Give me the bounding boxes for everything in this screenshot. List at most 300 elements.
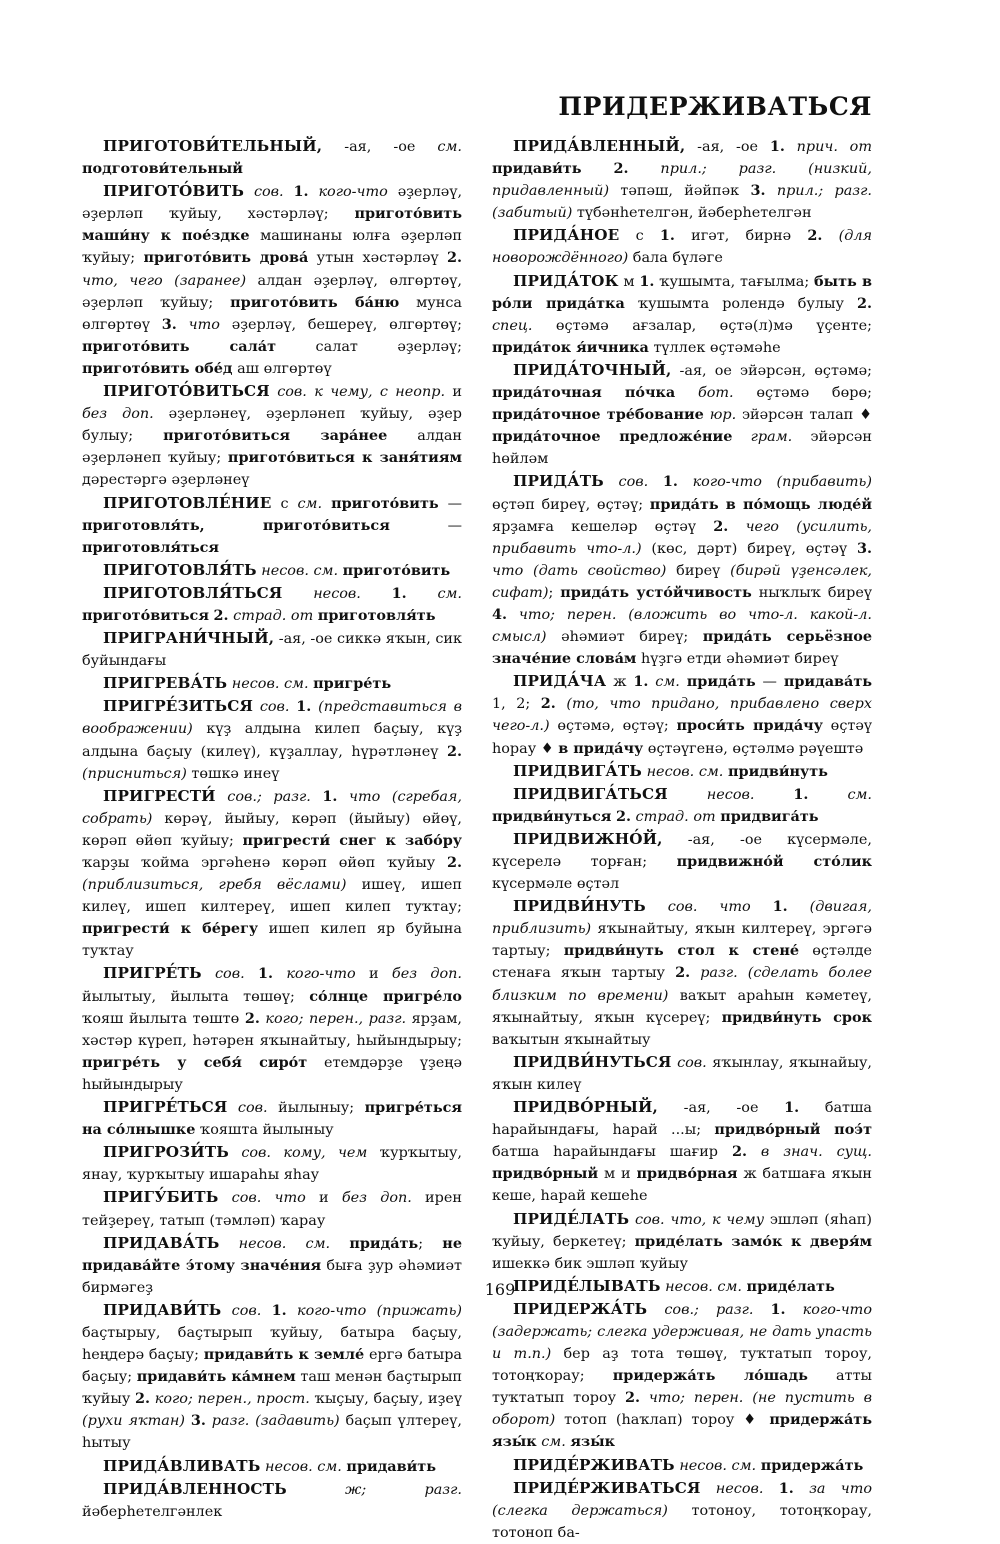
dictionary-entry (82, 559, 462, 582)
gloss-text (221, 1303, 231, 1319)
gloss-text: ҡарҙы ҡойма эргәһенә көрәп өйөп ҡуйыу (82, 855, 447, 871)
headword: ПРИДА́ТОЧНЫЙ, (513, 360, 672, 379)
gloss-text (701, 1481, 716, 1497)
gloss-text: яҡынайтыу, яҡын килтереү, эргәгә тартыу; (492, 921, 872, 960)
headword: ПРИДА́ВЛИВАТЬ (103, 1456, 261, 1475)
gloss-text: тотоноу, тотоңҡорау, тотоноп ба- (492, 1502, 873, 1541)
headword: ПРИДЕ́РЖИВАТЬ (513, 1455, 675, 1474)
italic-label: (рухи яҡтан) (82, 1413, 185, 1430)
bold-phrase: пригото́вить маши́ну к пое́здке (82, 205, 462, 245)
italic-label: разг. (сделать более близким по времени) (492, 965, 872, 1004)
dictionary-entry (492, 1477, 872, 1544)
bold-phrase: со́лнце пригре́ло (309, 987, 463, 1005)
dictionary-entry (492, 670, 872, 759)
italic-label: (двигая, приблизить) (492, 899, 872, 938)
gloss-text: өҫтәмә, өҫтәү; (549, 718, 677, 735)
gloss-text (732, 429, 750, 445)
gloss-text: атты туҡтатып тороу (492, 1368, 873, 1407)
gloss-text: салат әҙерләү; (276, 338, 463, 355)
gloss-text: яҡынлау, яҡынайыу, яҡын килеү (492, 1054, 872, 1093)
bold-phrase: прида́ть (349, 1234, 419, 1252)
gloss-text (361, 586, 392, 602)
bold-phrase: 1. (778, 1479, 794, 1497)
bold-phrase: пригото́вить (331, 494, 439, 512)
italic-label: кого-что (прибавить) (692, 474, 872, 491)
bold-phrase: 2. (624, 1389, 640, 1407)
headword: ПРИДЕ́ЛАТЬ (513, 1209, 630, 1228)
gloss-text: — (389, 517, 462, 534)
dictionary-entry (492, 470, 872, 670)
italic-label: ж; разг. (345, 1481, 462, 1498)
gloss-text: ҡыҫыу, баҫыу, иҙеү (309, 1391, 463, 1408)
italic-label: бот. (697, 385, 734, 402)
headword: ПРИГУ́БИТЬ (103, 1188, 219, 1207)
gloss-text (785, 139, 797, 155)
italic-label: (то, что придано, прибавлено сверх чего-л.) (492, 696, 872, 735)
italic-label: кого-что (задержать; слегка удерживая, не дать упасть и т.п.) (492, 1301, 872, 1363)
gloss-text (507, 607, 519, 623)
italic-label: что (сгребая, собрать) (82, 788, 463, 827)
gloss-text: ҡурҡытыу, янау, ҡурҡытыу ишараһы яһау (82, 1145, 463, 1184)
gloss-text (229, 1145, 241, 1161)
bold-phrase: 1. (659, 227, 675, 245)
bold-phrase: прида́точное тре́бование (492, 406, 704, 424)
dictionary-entry (82, 1141, 462, 1186)
gloss-text: әҙерләнеү, әҙерләнеп ҡуйыу, әҙер булыу; (82, 406, 462, 445)
headword: ПРИДАВА́ТЬ (103, 1233, 220, 1252)
gloss-text (216, 789, 228, 805)
italic-label: (присниться) (82, 765, 187, 782)
headword: ПРИГРОЗИ́ТЬ (103, 1143, 229, 1162)
gloss-text (253, 699, 260, 715)
gloss-text: ваҡыт араһын кәметеү, яҡынайтыу, яҡын күсереү; (492, 987, 872, 1026)
headword: ПРИДА́ВЛЕННЫЙ, (513, 137, 686, 155)
italic-label: см. (847, 786, 873, 803)
gloss-text: и (355, 966, 392, 983)
headword: ПРИГРЕВА́ТЬ (103, 674, 228, 693)
gloss-text: әҙерләү, бешереү, өлгөртөү; (219, 316, 462, 333)
bold-phrase: пригрести́ к бе́регу (82, 920, 259, 938)
bold-phrase: 2. (213, 606, 229, 624)
italic-label: разг. (задавить) (211, 1413, 340, 1430)
headword: ПРИДА́НОЕ (513, 226, 620, 245)
gloss-text: с (280, 495, 289, 512)
italic-label: что, чего (заранее) (82, 272, 247, 289)
gloss-text (177, 317, 189, 333)
gloss-text (680, 674, 687, 690)
gloss-text (786, 1302, 803, 1318)
dictionary-entry (82, 1186, 462, 1231)
gloss-text: әһәмиәт биреү; (546, 629, 703, 646)
bold-phrase: 1. (296, 698, 312, 716)
gloss-text: йәберһетелгәнлек (82, 1503, 223, 1520)
gloss-text: таш менән баҫтырып ҡуйыу (82, 1369, 462, 1408)
italic-label: прил.; разг. (забитый) (492, 183, 872, 222)
gloss-text (330, 1236, 349, 1252)
bold-phrase: 2. (613, 160, 629, 178)
italic-label: (бирәй үҙенсәлек, сифат) (492, 562, 873, 601)
bold-phrase: 3. (161, 315, 177, 333)
bold-phrase: пригото́виться зара́нее (163, 427, 388, 445)
dictionary-entry (492, 783, 872, 828)
headword: ПРИДВИЖНО́Й, (513, 829, 663, 848)
italic-label: кого-что (прижать) (297, 1302, 463, 1319)
italic-label: без доп. (391, 966, 463, 983)
gloss-text: м (623, 273, 635, 290)
gloss-text: ҡушымта ролендә булыу (624, 295, 857, 312)
gloss-text: дәрестәргә әҙерләнеү (82, 472, 250, 489)
gloss-text (646, 899, 668, 915)
dictionary-entry (492, 1298, 872, 1454)
headword: ПРИДАВИ́ТЬ (103, 1300, 222, 1319)
gloss-text: быға ҙур әһәмиәт бирмәгеҙ (82, 1257, 462, 1296)
headword: ПРИДА́ЧА (513, 672, 607, 691)
gloss-text: ; (418, 1235, 443, 1252)
gloss-text (765, 183, 776, 199)
gloss-text: -ая, -ое сиккә яҡын, сик буйындағы (82, 631, 462, 670)
gloss-text (282, 586, 313, 602)
dictionary-entry (492, 828, 872, 895)
bold-phrase: 1. (633, 673, 649, 691)
bold-phrase: 1. (257, 965, 274, 983)
bold-phrase: 2. (731, 1143, 747, 1161)
headword: ПРИДЕ́РЖИВАТЬСЯ (513, 1478, 701, 1497)
bold-phrase: 2. (446, 249, 462, 267)
gloss-text (582, 161, 614, 177)
bold-phrase: 4. (492, 605, 508, 623)
bold-phrase: не придава́йте э́тому значе́ния (82, 1234, 462, 1274)
bold-phrase: 1. (322, 787, 338, 805)
dictionary-entry (492, 1096, 872, 1207)
italic-label: сов. что, к чему (634, 1211, 765, 1228)
dictionary-entry (82, 627, 462, 672)
italic-label: без доп. (341, 1190, 412, 1207)
italic-label: что (188, 316, 220, 333)
bold-phrase: придви́нуться (492, 807, 612, 825)
gloss-text: ергә батыра баҫыу; (82, 1347, 462, 1386)
gloss-text: м (604, 1166, 616, 1183)
gloss-text (728, 519, 745, 535)
gloss-text: ваҡытын яҡынайтыу (492, 1031, 651, 1048)
gloss-text: биреү (666, 562, 731, 579)
headword: ПРИГОТО́ВИТЬСЯ (103, 382, 270, 401)
dictionary-entry (82, 962, 462, 1096)
italic-label: грам. (750, 429, 793, 446)
bold-phrase: приготовля́ть (317, 606, 436, 624)
italic-label: что; перен. (вложить во что-л. какой-л. смысл) (492, 606, 873, 646)
italic-label: кого; перен., прост. (154, 1391, 310, 1408)
gloss-text: эйәрсән талап ♦ (736, 407, 872, 424)
bold-phrase: 2. (807, 227, 823, 245)
bold-phrase: придержа́ть (760, 1456, 864, 1474)
gloss-text: бала бүләге (628, 250, 723, 267)
gloss-text: тәпәш, йәйпәк (609, 183, 751, 200)
gloss-text: батша һарайындағы, һарай ...ы; (492, 1100, 872, 1139)
bold-phrase: пригото́вить дрова́ (143, 249, 309, 267)
italic-label: (для новорождённого) (492, 228, 873, 267)
gloss-text: утын хәстәрләү (308, 250, 447, 267)
bold-phrase: 2. (540, 695, 556, 713)
gloss-text: мунса өлгөртөү (82, 294, 463, 333)
gloss-text (604, 474, 619, 490)
dictionary-entry (492, 1454, 872, 1477)
bold-phrase: 1. (391, 584, 407, 602)
bold-phrase: придво́рная (636, 1165, 738, 1183)
gloss-text: ишеп килеп яр буйына туҡтау (82, 921, 462, 960)
gloss-text: батшаға яҡын кеше, һарай кешеһе (492, 1166, 872, 1205)
dictionary-entry (492, 760, 872, 783)
gloss-text: һүҙгә етди әһәмиәт биреү (636, 651, 839, 668)
gloss-text: ; (548, 584, 561, 601)
headword: ПРИДВИ́НУТЬ (513, 897, 646, 916)
italic-label: сов. к чему, с неопр. (277, 384, 446, 401)
headword: ПРИДА́ТЬ (513, 472, 604, 491)
gloss-text: и (445, 384, 462, 401)
gloss-text: эшләп (яһап) ҡуйыу, беркетеү; (492, 1211, 872, 1250)
italic-label: прич. от (796, 139, 872, 155)
dictionary-entry (492, 224, 872, 269)
italic-label: несов. см. (231, 676, 309, 693)
gloss-text: түбәнһетелгән, йәберһетелгән (572, 205, 812, 222)
bold-phrase: прида́ть (686, 673, 756, 691)
headword: ПРИДЕ́ЛЫВАТЬ (513, 1276, 661, 1295)
bold-phrase: 2. (135, 1390, 151, 1408)
gloss-text: ирен тейҙереү, татып (тәмләп) ҡарау (82, 1190, 462, 1229)
gloss-text: өҫтәлде стенаға яҡын тартыу (492, 943, 872, 982)
bold-phrase: придви́нуть срок (721, 1008, 872, 1026)
gloss-text (640, 1390, 649, 1406)
italic-label: (приблизиться, гребя вёслами) (82, 877, 347, 894)
gloss-text (322, 496, 331, 512)
gloss-text: ярҙам, хәстәр күреп, һәтәрен яҡынайтыу, һыйындырыу; (82, 1010, 462, 1049)
headword: ПРИДВИГА́ТЬ (513, 761, 642, 780)
gloss-text (407, 586, 438, 602)
gloss-text (219, 1236, 238, 1252)
gloss-text (678, 474, 693, 490)
gloss-text (287, 1482, 345, 1498)
gloss-text (311, 789, 323, 805)
gloss-text: алдан әҙерләү, өлгөртөү, әҙерләп ҡуйыу; (82, 272, 462, 311)
italic-label: чего (усилить, прибавить что-л.) (492, 518, 872, 557)
headword: ПРИГОТОВИ́ТЕЛЬНЫЙ, (103, 137, 323, 155)
headword: ПРИГОТОВЛЕ́НИЕ (103, 493, 272, 512)
bold-phrase: приде́лать замо́к к дверя́м (634, 1232, 872, 1250)
gloss-text: өҫтәмә ағзалар, өҫтә(л)мә үҫенте; (532, 317, 872, 334)
gloss-text: -ая, -ое (322, 139, 438, 155)
left-column (82, 135, 462, 1523)
gloss-text: өҫтәүгенә, өҫтәлмә рәүештә (643, 740, 864, 757)
gloss-text: машинаны юлға әҙерләп ҡуйыу; (82, 228, 463, 267)
bold-phrase: придержа́ть язы́к (492, 1411, 872, 1451)
italic-label: юр. (709, 407, 737, 424)
italic-label: несов. (715, 1480, 764, 1497)
bold-phrase: придви́нуть стол к стене́ (563, 942, 800, 960)
bold-phrase: 2. (713, 517, 729, 535)
headword: ПРИГОТОВЛЯ́ТЬСЯ (103, 583, 283, 602)
bold-phrase: пригото́вить обе́д (82, 359, 233, 377)
bold-phrase: 2. (675, 964, 691, 982)
italic-label: несов. см. (646, 763, 724, 780)
gloss-text: күҙ алдына килеп баҫыу, күҙ алдына баҫыу (килеү), күҙаллау, һүрәтләнеү (82, 721, 462, 760)
gloss-text: -ая, -ое (658, 1100, 785, 1117)
gloss-text: ж (613, 674, 627, 691)
italic-label: несов. (313, 585, 361, 602)
italic-label: сов. (237, 1100, 268, 1117)
gloss-text (273, 966, 286, 982)
gloss-text (794, 1481, 809, 1497)
bold-phrase: 2. (244, 1009, 260, 1027)
bold-phrase: язы́к (570, 1433, 616, 1451)
italic-label: страд. от (635, 808, 716, 825)
dictionary-entry (82, 785, 462, 963)
bold-phrase: 3. (856, 539, 872, 557)
bold-phrase: прида́ть усто́йчивость (560, 583, 752, 601)
bold-phrase: придави́ть (346, 1457, 436, 1475)
gloss-text (753, 1302, 770, 1318)
gloss-text: әҙерләү, әҙерләп ҡуйыу, хәстәрләү; (82, 184, 463, 223)
bold-phrase: проси́ть прида́чу (676, 717, 823, 735)
dictionary-entry (82, 380, 462, 491)
bold-phrase: 1. (271, 1301, 287, 1319)
italic-label: в знач. сущ. (760, 1144, 872, 1161)
bold-phrase: пригрести́ снег к забо́ру (242, 831, 462, 849)
italic-label: что; перен. (не пустить в оборот) (492, 1390, 872, 1429)
bold-phrase: прида́ть в по́мощь люде́й (649, 495, 872, 513)
italic-label: сов. (259, 699, 290, 716)
gloss-text (751, 899, 773, 915)
bold-phrase: придво́рный (492, 1165, 599, 1183)
bold-phrase: приде́лать (746, 1277, 835, 1295)
dictionary-entry (492, 270, 872, 359)
bold-phrase: придава́ть (783, 673, 873, 691)
gloss-text: аш өлгөртөү (232, 360, 332, 377)
gloss-text: -ая, ое эйәрсән, өҫтәмә; (671, 362, 872, 379)
gloss-text: ишеккә бик эшләп ҡуйыу (492, 1255, 688, 1272)
running-head: ПРИДЕРЖИВАТЬСЯ (558, 92, 872, 121)
gloss-text (822, 228, 838, 244)
headword: ПРИГРЕ́ТЬСЯ (103, 1098, 228, 1117)
gloss-text: өҫтәү һорау ♦ (492, 718, 873, 757)
bold-phrase: быть в ро́ли прида́тка (492, 272, 872, 312)
gloss-text (309, 184, 319, 200)
italic-label: см. (437, 585, 463, 602)
dictionary-entry (82, 672, 462, 695)
italic-label: спец. (492, 317, 533, 334)
gloss-text (763, 1481, 778, 1497)
gloss-text: с (635, 228, 644, 245)
gloss-text: эйәрсән һөйләм (492, 429, 873, 468)
gloss-text: ж (743, 1166, 757, 1183)
dictionary-entry (82, 582, 462, 627)
bold-phrase: в прида́чу (558, 739, 644, 757)
gloss-text: (көс, дәрт) биреү, өҫтәү (641, 540, 857, 557)
italic-label: несов. см. (265, 1458, 342, 1475)
gloss-text: батша һарайындағы шағир (492, 1144, 732, 1161)
gloss-text: ишеү, ишеп килеү, ишеп килтереү, ишеп килеп туҡтау; (82, 877, 463, 916)
dictionary-entry (492, 359, 872, 470)
dictionary-entry (82, 135, 462, 180)
gloss-text: алдан әҙерләнеп ҡуйыу; (82, 428, 463, 467)
italic-label: кого-что (286, 966, 356, 983)
italic-label: несов. см. (679, 1457, 757, 1474)
bold-phrase: подготови́тельный (82, 160, 243, 178)
gloss-text (289, 496, 298, 512)
bold-phrase: 1. (793, 785, 809, 803)
gloss-text: ныҡлыҡ биреү (751, 584, 872, 601)
gloss-text: төшкә инеү (186, 765, 280, 782)
gloss-text: бер аҙ тота төшөү, туҡтатып тороу, тотоңҡорау; (492, 1346, 872, 1385)
gloss-text (227, 1100, 238, 1116)
gloss-text (337, 789, 349, 805)
gloss-text (644, 228, 660, 244)
bold-phrase: придви́нуть (727, 762, 828, 780)
italic-label: кого; перен., разг. (265, 1010, 407, 1027)
gloss-text: 1, 2; (492, 696, 541, 713)
right-column (492, 135, 872, 1544)
gloss-text: йылыныу; (267, 1100, 365, 1117)
gloss-text (648, 474, 663, 490)
bold-phrase: пригото́вить сала́т (82, 337, 277, 355)
gloss-text (218, 1190, 231, 1206)
gloss-text: — (755, 674, 784, 691)
gloss-text (556, 696, 567, 712)
italic-label: сов. что (231, 1190, 306, 1207)
gloss-text: йылытыу, йылыта төшөү; (82, 988, 310, 1005)
bold-phrase: пригото́виться (82, 606, 209, 624)
italic-label: прил.; разг. (низкий, придавленный) (492, 161, 872, 200)
italic-label: см. (297, 495, 323, 512)
italic-label: несов. (706, 786, 755, 803)
bold-phrase: 1. (769, 138, 785, 155)
italic-label: несов. см. (665, 1278, 742, 1295)
bold-phrase: пригре́ть у себя́ сиро́т (82, 1053, 308, 1071)
dictionary-entry (82, 1478, 462, 1523)
headword: ПРИДА́ТОК (513, 271, 619, 290)
gloss-text: и (305, 1190, 342, 1207)
gloss-text: и (615, 1166, 637, 1183)
bold-phrase: пригре́ться на со́лнышке (82, 1099, 462, 1139)
bold-phrase: прида́ть серьёзное значе́ние слова́м (492, 628, 872, 668)
bold-phrase: 3. (190, 1412, 206, 1430)
italic-label: сов. (618, 474, 649, 491)
bold-phrase: приготовля́ть, пригото́виться (82, 516, 390, 534)
gloss-text: өҫтәп биреү, өҫтәү; (492, 496, 650, 513)
dictionary-entry (82, 1096, 462, 1141)
gloss-text (202, 966, 215, 982)
gloss-text (629, 161, 661, 177)
dictionary-entry (82, 492, 462, 559)
gloss-text (244, 184, 254, 200)
bold-phrase: 2. (856, 294, 873, 312)
gloss-text: ҡояшта йылыныу (195, 1122, 334, 1139)
italic-label: страд. от (233, 607, 314, 624)
bold-phrase: 2. (446, 742, 462, 760)
bold-phrase: 2. (446, 854, 462, 871)
bold-phrase: приготовля́ться (82, 538, 220, 556)
italic-label: (представиться в воображении) (82, 699, 463, 738)
gloss-text (668, 787, 707, 803)
gloss-text: -ая, -ое күсермәле, күсерелә торған; (492, 831, 872, 870)
bold-phrase: 1. (639, 272, 655, 290)
bold-phrase: 1. (662, 473, 678, 491)
headword: ПРИДА́ВЛЕННОСТЬ (103, 1479, 287, 1498)
bold-phrase: придави́ть к земле́ (203, 1346, 365, 1364)
gloss-text (284, 184, 294, 200)
gloss-text (647, 1302, 664, 1318)
italic-label: сов. (214, 966, 245, 983)
bold-phrase: придвижно́й сто́лик (676, 853, 872, 870)
headword: ПРИДВИГА́ТЬСЯ (513, 784, 668, 803)
